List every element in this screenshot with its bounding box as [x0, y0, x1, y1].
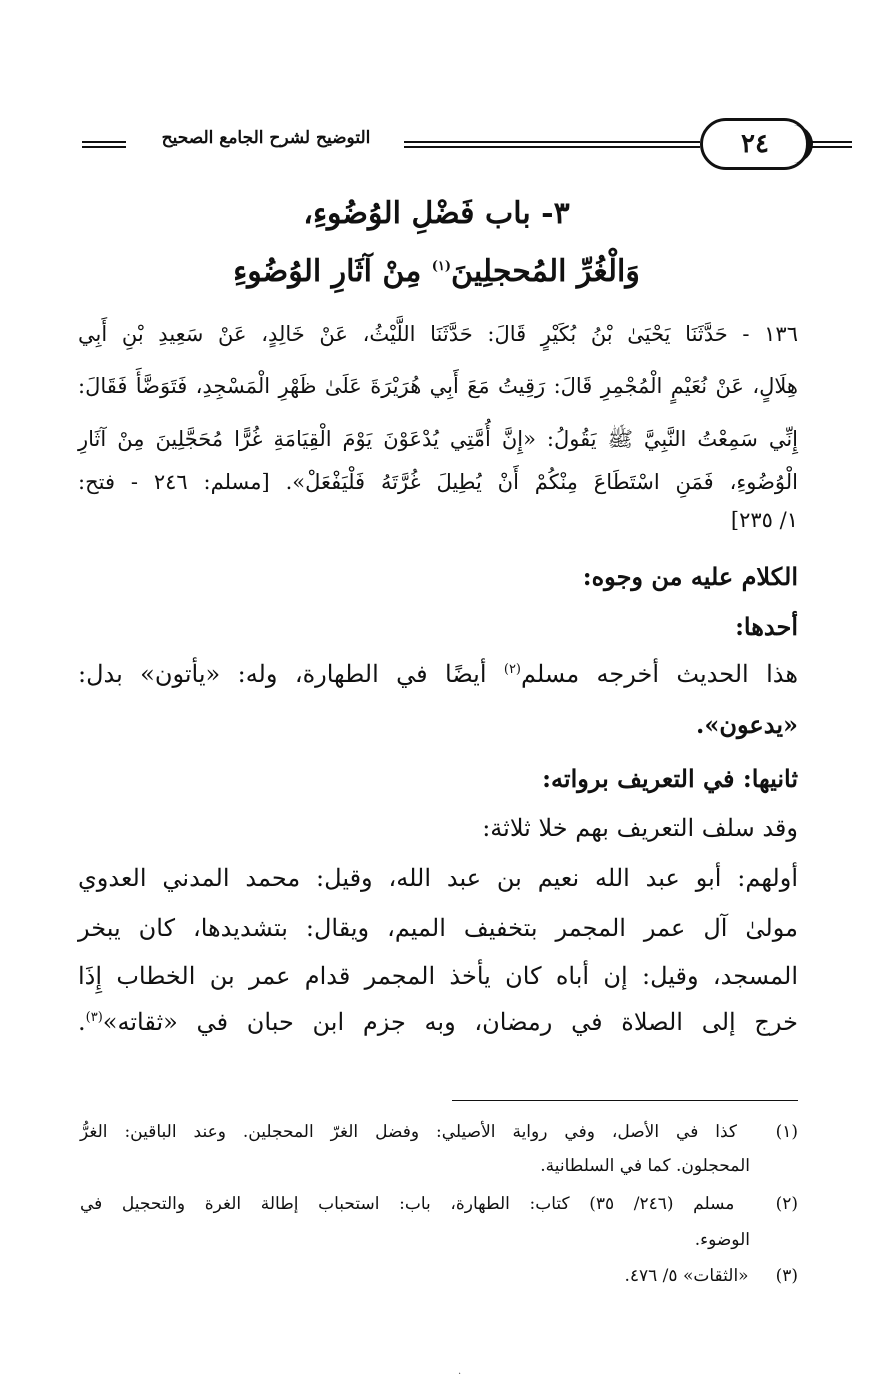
paragraph-line: مولىٰ آل عمر المجمر بتخفيف الميم، ويقال: بتشديدها، كان يبخر [78, 914, 798, 942]
paragraph-line: المسجد، وقيل: إن أباه كان يأخذ المجمر قدام عمر بن الخطاب إِذَا [78, 962, 798, 990]
paragraph-line [78, 1008, 798, 1036]
footnote-text: «الثقات» ٥/ ٤٧٦. [624, 1266, 749, 1286]
footnote-2-cont: الوضوء. [694, 1230, 750, 1250]
commentary-intro: الكلام عليه من وجوه: [582, 562, 798, 591]
page-speck: . [458, 1366, 462, 1377]
footnote-mark: (٣) [775, 1266, 798, 1286]
footnote-2 [80, 1194, 798, 1214]
footnote-mark: (١) [775, 1122, 798, 1142]
footnote-mark: (٢) [775, 1194, 799, 1214]
footnote-1-cont: المحجلون. كما في السلطانية. [540, 1156, 750, 1176]
hadith-line: هِلَالٍ، عَنْ نُعَيْمٍ الْمُجْمِرِ قَالَ: رَقِيتُ مَعَ أَبِي هُرَيْرَةَ عَلَىٰ ظَهْرِ الْمَسْجِدِ، فَتَوَضَّأَ فَقَالَ: [78, 374, 798, 398]
hadith-line: الْوُضُوءِ، فَمَنِ اسْتَطَاعَ مِنْكُمْ أَنْ يُطِيلَ غُرَّتَهُ فَلْيَفْعَلْ». [مسلم: ٢٤٦ - فتح: [78, 470, 798, 494]
section-heading-second: ثانيها: في التعريف برواته: [542, 764, 798, 793]
footnote-3 [80, 1266, 798, 1286]
footnote-1 [80, 1122, 798, 1142]
page-number: ٢٤ [700, 118, 810, 170]
footnote-text: كذا في الأصل، وفي رواية الأصيلي: وفضل الغرّ المحجلين. وعند الباقين: الغرُّ [80, 1122, 738, 1142]
paragraph-line: وقد سلف التعريف بهم خلا ثلاثة: [482, 814, 798, 842]
chapter-title: ٣- باب فَضْلِ الوُضُوءِ، [303, 196, 570, 231]
paragraph-line: «يدعون». [696, 710, 798, 739]
footnote-ref: (١) [431, 259, 452, 274]
paragraph-text: خرج إلى الصلاة في رمضان، وبه جزم ابن حبان في «ثقاته» [102, 1008, 798, 1036]
running-title: التوضيح لشرح الجامع الصحيح [161, 128, 371, 148]
section-heading-first: أحدها: [735, 612, 798, 641]
paragraph-text: أيضًا في الطهارة، وله: «يأتون» بدل: [78, 660, 504, 688]
chapter-subtitle-a: وَالْغُرِّ المُحجلِينَ [451, 254, 640, 289]
paragraph-line: أولهم: أبو عبد الله نعيم بن عبد الله، وقيل: محمد المدني العدوي [78, 864, 799, 892]
header-rule [812, 141, 852, 148]
paragraph-line [78, 660, 798, 688]
footnote-ref: (٢) [503, 662, 521, 677]
chapter-subtitle [80, 254, 793, 289]
header-rule [82, 141, 126, 148]
footnote-ref: (٣) [85, 1010, 103, 1025]
footnote-text: مسلم (٢٤٦/ ٣٥) كتاب: الطهارة، باب: استحباب إطالة الغرة والتحجيل في [80, 1194, 735, 1214]
paragraph-text: هذا الحديث أخرجه مسلم [521, 660, 798, 688]
hadith-line: إِنِّي سَمِعْتُ النَّبِيَّ ﷺ يَقُولُ: «إِنَّ أُمَّتِي يُدْعَوْنَ يَوْمَ الْقِيَامَةِ غُرًّا مُحَجَّلِينَ مِنْ آثَارِ [78, 427, 798, 451]
paragraph-text: . [78, 1008, 86, 1036]
hadith-line: ١/ ٢٣٥] [730, 508, 798, 532]
hadith-line: ١٣٦ - حَدَّثَنَا يَحْيَىٰ بْنُ بُكَيْرٍ قَالَ: حَدَّثَنَا اللَّيْثُ، عَنْ خَالِدٍ، عَنْ سَعِيدِ بْنِ أَبِي [78, 322, 798, 346]
chapter-subtitle-b: مِنْ آثَارِ الوُضُوءِ [233, 254, 432, 289]
running-header [0, 118, 873, 174]
footnote-divider [452, 1100, 798, 1101]
header-rule [404, 141, 700, 148]
